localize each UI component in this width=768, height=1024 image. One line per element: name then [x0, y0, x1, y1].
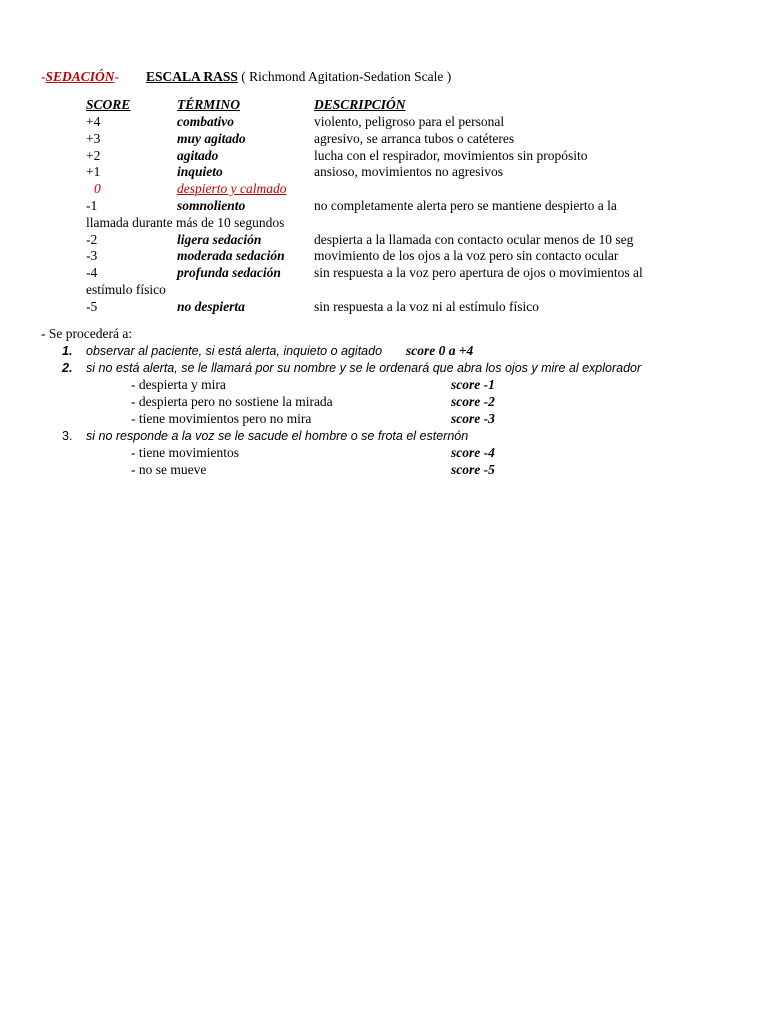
row-term: combativo [177, 114, 234, 129]
sub-item-score: score -4 [451, 445, 495, 460]
step-number: 1. [62, 344, 73, 358]
row-desc: lucha con el respirador, movimientos sin propósito [314, 148, 588, 163]
row-score: -2 [86, 232, 98, 247]
sub-item-score: score -2 [451, 394, 495, 409]
row-term: no despierta [177, 299, 245, 314]
sub-item-score: score -5 [451, 462, 495, 477]
row-term: profunda sedación [177, 265, 281, 280]
row-score: -4 [86, 265, 98, 280]
header-termino: TÉRMINO [177, 97, 241, 112]
document-title [41, 69, 119, 85]
row-term: moderada sedación [177, 248, 285, 263]
step-text: observar al paciente, si está alerta, inquieto o agitado [86, 344, 383, 358]
row-desc: despierta a la llamada con contacto ocular menos de 10 seg [314, 232, 634, 247]
sub-item-text: - tiene movimientos pero no mira [131, 411, 312, 426]
sub-item-score: score -3 [451, 411, 495, 426]
scale-subtitle: ( Richmond Agitation-Sedation Scale ) [237, 69, 452, 84]
step-score: score 0 a +4 [406, 343, 474, 358]
title-dash: - [114, 69, 120, 84]
row-desc-continuation: estímulo físico [86, 282, 166, 297]
step-number: 2. [62, 361, 73, 375]
row-score: -1 [86, 198, 98, 213]
sub-item-text: - no se mueve [131, 462, 207, 477]
title-prefix: - [41, 69, 46, 84]
step-text: si no responde a la voz se le sacude el hombre o se frota el esternón [86, 429, 469, 443]
sub-item-score: score -1 [451, 377, 495, 392]
header-score: SCORE [86, 97, 131, 112]
row-desc: sin respuesta a la voz ni al estímulo físico [314, 299, 539, 314]
row-score: +3 [86, 131, 101, 146]
row-desc: agresivo, se arranca tubos o catéteres [314, 131, 515, 146]
row-score: +2 [86, 148, 101, 163]
row-term: somnoliento [177, 198, 246, 213]
row-desc: movimiento de los ojos a la voz pero sin contacto ocular [314, 248, 619, 263]
step-text: si no está alerta, se le llamará por su nombre y se le ordenará que abra los ojos y mire al explorador [86, 361, 642, 375]
row-desc: sin respuesta a la voz pero apertura de ojos o movimientos al [314, 265, 643, 280]
row-term: ligera sedación [177, 232, 262, 247]
row-score: -5 [86, 299, 98, 314]
row-score: +1 [86, 164, 101, 179]
procedure-intro: - Se procederá a: [41, 326, 133, 341]
sub-item-text: - despierta pero no sostiene la mirada [131, 394, 333, 409]
header-descripcion: DESCRIPCIÓN [314, 97, 406, 112]
row-term: agitado [177, 148, 219, 163]
scale-title [146, 69, 451, 85]
row-desc: ansioso, movimientos no agresivos [314, 164, 503, 179]
row-score: +4 [86, 114, 101, 129]
step-number: 3. [62, 429, 73, 443]
sub-item-text: - despierta y mira [131, 377, 226, 392]
row-term: inquieto [177, 164, 223, 179]
row-score: -3 [86, 248, 98, 263]
row-desc: no completamente alerta pero se mantiene despierto a la [314, 198, 617, 213]
row-score: 0 [94, 181, 101, 196]
title-sedacion: SEDACIÓN [45, 69, 115, 84]
row-term: muy agitado [177, 131, 246, 146]
row-term: despierto y calmado [177, 181, 287, 196]
sub-item-text: - tiene movimientos [131, 445, 239, 460]
row-desc-continuation: llamada durante más de 10 segundos [86, 215, 285, 230]
row-desc: violento, peligroso para el personal [314, 114, 505, 129]
scale-name: ESCALA RASS [146, 69, 238, 84]
